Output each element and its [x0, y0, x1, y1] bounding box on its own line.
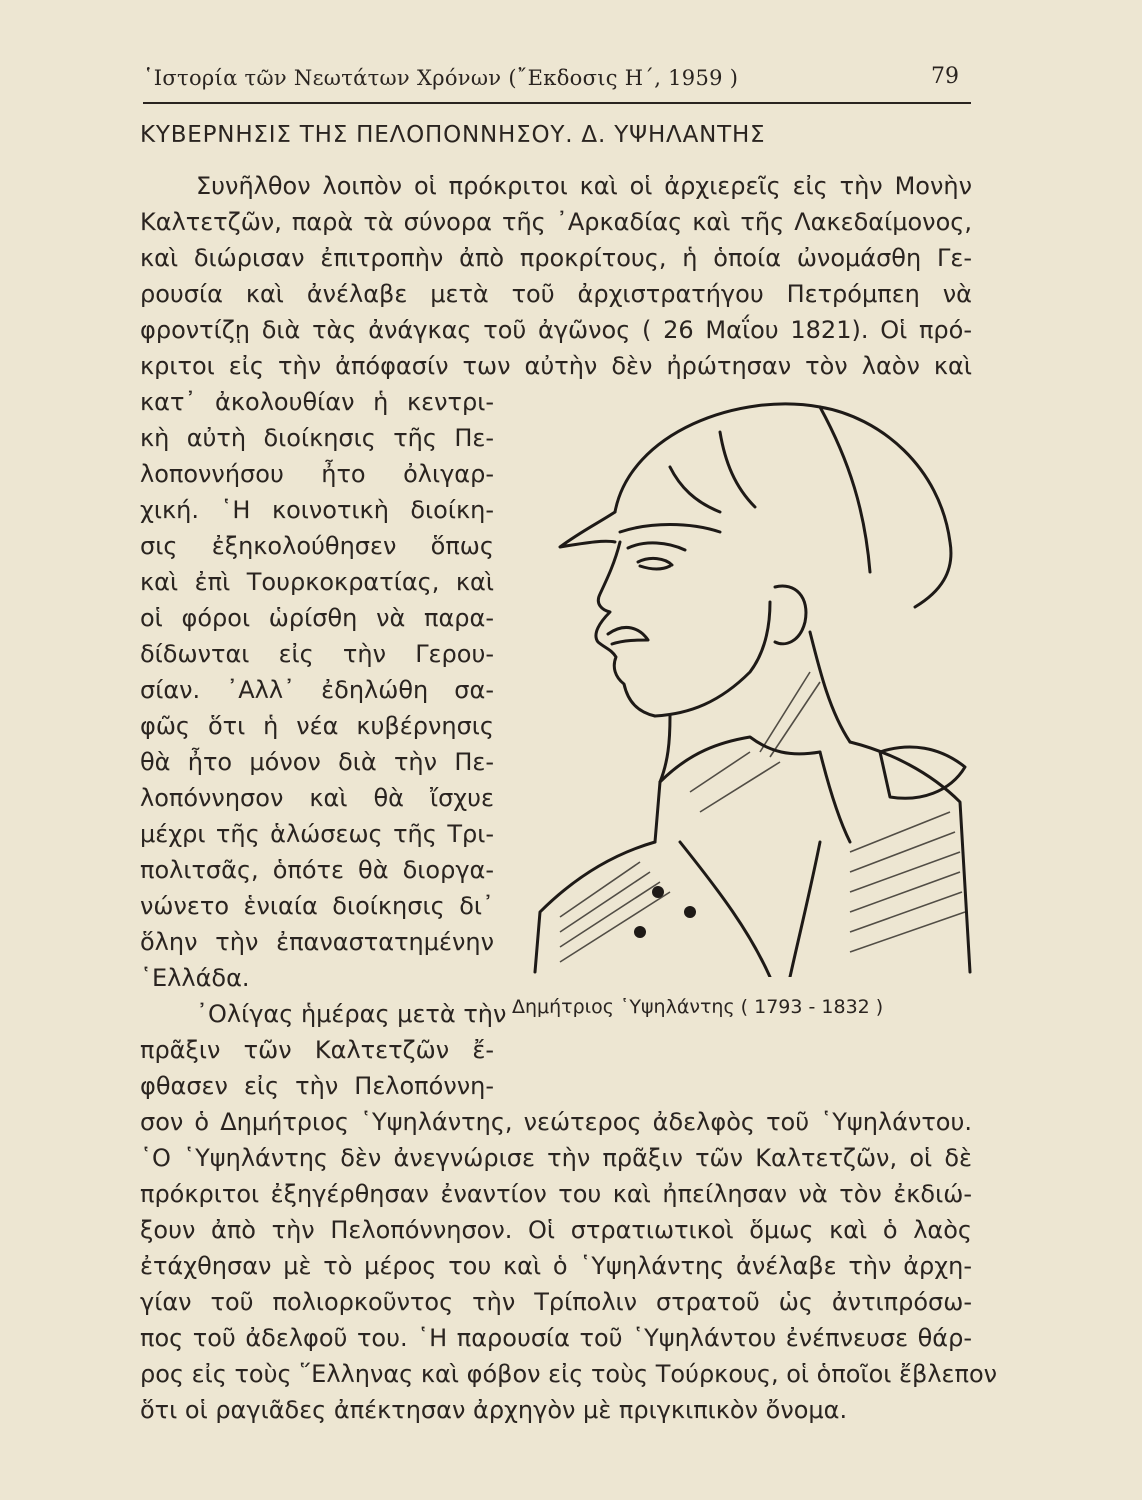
text-line: ᾿Ολίγας ἡμέρας μετὰ τὴν — [196, 1000, 507, 1028]
running-head-title: ῾Ιστορία τῶν Νεωτάτων Χρόνων (῎Εκδοσις Η΄, 1959 ) — [143, 66, 739, 90]
text-line: ῾Ο ῾Υψηλάντης δὲν ἀνεγνώρισε τὴν πρᾶξιν τῶν Καλτετζῶν, οἱ δὲ — [140, 1144, 972, 1172]
text-line: οἱ φόροι ὡρίσθη νὰ παρα- — [140, 604, 494, 632]
text-line: κὴ αὐτὴ διοίκησις τῆς Πε- — [140, 424, 494, 452]
text-line: ὅτι οἱ ραγιᾶδες ἀπέκτησαν ἀρχηγὸν μὲ πριγκιπικὸν ὄνομα. — [140, 1396, 848, 1424]
text-line: ρος εἰς τοὺς ῞Ελληνας καὶ φόβον εἰς τοὺς Τούρκους, οἱ ὁποῖοι ἔβλεπον — [140, 1360, 998, 1388]
text-line: πολιτσᾶς, ὁπότε θὰ διοργα- — [140, 856, 494, 884]
text-line: ἐτάχθησαν μὲ τὸ μέρος του καὶ ὁ ῾Υψηλάντης ἀνέλαβε τὴν ἀρχη- — [140, 1252, 972, 1280]
page-number: 79 — [931, 64, 959, 89]
text-line: κατ᾿ ἀκολουθίαν ἡ κεντρι- — [140, 388, 494, 416]
text-line: σίαν. ᾿Αλλ᾿ ἐδηλώθη σα- — [140, 676, 494, 704]
running-head — [143, 62, 971, 104]
text-line: δίδωνται εἰς τὴν Γερου- — [140, 640, 494, 668]
text-line: λοποννήσου ἦτο ὀλιγαρ- — [140, 460, 494, 488]
text-line: σον ὁ Δημήτριος ῾Υψηλάντης, νεώτερος ἀδελφὸς τοῦ ῾Υψηλάντου. — [140, 1108, 972, 1136]
text-line: κριτοι εἰς τὴν ἀπόφασίν των αὐτὴν δὲν ἠρώτησαν τὸν λαὸν καὶ — [140, 352, 972, 380]
text-line: χική. ῾Η κοινοτικὴ διοίκη- — [140, 496, 494, 524]
text-line: καὶ ἐπὶ Τουρκοκρατίας, καὶ — [140, 568, 494, 596]
text-line: Καλτετζῶν, παρὰ τὰ σύνορα τῆς ᾿Αρκαδίας καὶ τῆς Λακεδαίμονος, — [140, 208, 972, 236]
text-line: σις ἐξηκολούθησεν ὅπως — [140, 532, 494, 560]
text-line: γίαν τοῦ πολιορκοῦντος τὴν Τρίπολιν στρατοῦ ὡς ἀντιπρόσω- — [140, 1288, 972, 1316]
text-line: φῶς ὅτι ἡ νέα κυβέρνησις — [140, 712, 494, 740]
section-heading: ΚΥΒΕΡΝΗΣΙΣ ΤΗΣ ΠΕΛΟΠΟΝΝΗΣΟΥ. Δ. ΥΨΗΛΑΝΤΗΣ — [140, 122, 766, 148]
text-line: φροντίζῃ διὰ τὰς ἀνάγκας τοῦ ἀγῶνος ( 26 Μαΐου 1821). Οἱ πρό- — [140, 316, 972, 344]
text-line: φθασεν εἰς τὴν Πελοπόννη- — [140, 1072, 494, 1100]
text-line: καὶ διώρισαν ἐπιτροπὴν ἀπὸ προκρίτους, ἡ ὁποία ὠνομάσθη Γε- — [140, 244, 972, 272]
text-line: μέχρι τῆς ἁλώσεως τῆς Τρι- — [140, 820, 494, 848]
text-line: λοπόννησον καὶ θὰ ἴσχυε — [140, 784, 494, 812]
text-line: ξουν ἀπὸ τὴν Πελοπόννησον. Οἱ στρατιωτικοὶ ὅμως καὶ ὁ λαὸς — [140, 1216, 972, 1244]
text-line: ὅλην τὴν ἐπαναστατημένην — [140, 928, 494, 956]
portrait-illustration — [520, 372, 975, 977]
text-line: πος τοῦ ἀδελφοῦ του. ῾Η παρουσία τοῦ ῾Υψηλάντου ἐνέπνευσε θάρ- — [140, 1324, 972, 1352]
text-line: νώνετο ἑνιαία διοίκησις δι᾿ — [140, 892, 494, 920]
text-line: πρόκριτοι ἐξηγέρθησαν ἐναντίον του καὶ ἠπείλησαν νὰ τὸν ἐκδιώ- — [140, 1180, 972, 1208]
figure-caption: Δημήτριος ῾Υψηλάντης ( 1793 - 1832 ) — [512, 996, 884, 1018]
text-line: ρουσία καὶ ἀνέλαβε μετὰ τοῦ ἀρχιστρατήγου Πετρόμπεη νὰ — [140, 280, 972, 308]
text-line: πρᾶξιν τῶν Καλτετζῶν ἔ- — [140, 1036, 494, 1064]
text-line: ῾Ελλάδα. — [140, 964, 250, 992]
text-line: θὰ ἦτο μόνον διὰ τὴν Πε- — [140, 748, 494, 776]
text-line: Συνῆλθον λοιπὸν οἱ πρόκριτοι καὶ οἱ ἀρχιερεῖς εἰς τὴν Μονὴν — [196, 172, 972, 200]
